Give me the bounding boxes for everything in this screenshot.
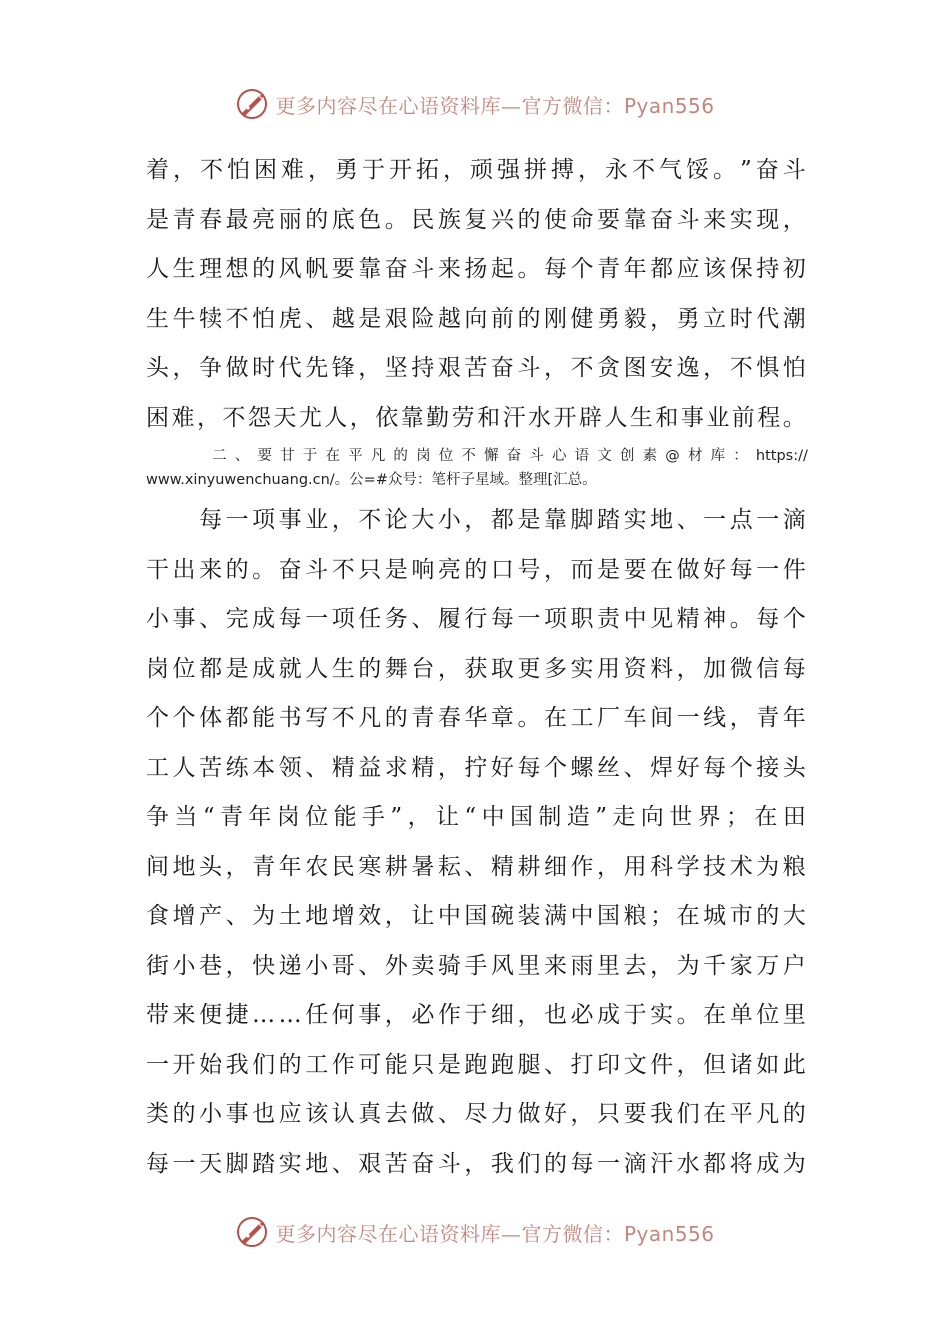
text-line: 每 一 项 事 业 ， 不 论 大 小 ， 都 是 靠 脚 踏 实 地 、 一 点 一 滴 — [199, 507, 806, 533]
text-line: 困 难 ， 不 怨 天 尤 人 ， 依 靠 勤 劳 和 汗 水 开 辟 人 生 和 事 业 前 程 。 — [146, 404, 806, 431]
text-line: 岗 位 都 是 成 就 人 生 的 舞 台 ， 获 取 更 多 实 用 资 料 ， 加 微 信 每 — [146, 655, 806, 682]
wechat-id: Pyan556 — [623, 93, 715, 118]
section-heading-note — [146, 444, 808, 492]
pen-nib-logo-icon — [235, 1214, 271, 1250]
text-line: 工 人 苦 练 本 领 、 精 益 求 精 ， 拧 好 每 个 螺 丝 、 焊 好 每 个 接 头 — [146, 754, 806, 781]
text-line: 间 地 头 ， 青 年 农 民 寒 耕 暑 耘 、 精 耕 细 作 ， 用 科 学 技 术 为 粮 — [146, 853, 806, 880]
header-watermark-banner — [0, 84, 950, 124]
heading-line-1: 二 、 要 甘 于 在 平 凡 的 岗 位 不 懈 奋 斗 心 语 文 创 素 @ 材 库 ： https:// — [212, 448, 808, 464]
text-line: 人 生 理 想 的 风 帆 要 靠 奋 斗 来 扬 起 。 每 个 青 年 都 应 该 保 持 初 — [146, 256, 806, 282]
footer-watermark-banner — [0, 1212, 950, 1252]
text-line: 类 的 小 事 也 应 该 认 真 去 做 、 尽 力 做 好 ， 只 要 我 们 在 平 凡 的 — [146, 1101, 806, 1127]
paragraph-2 — [146, 496, 806, 1189]
banner-text: 更多内容尽在心语资料库—官方微信：Pyan556 — [275, 1221, 715, 1246]
text-line: 街 小 巷 ， 快 递 小 哥 、 外 卖 骑 手 风 里 来 雨 里 去 ， 为 千 家 万 户 — [146, 952, 806, 979]
text-line: 小 事 、 完 成 每 一 项 任 务 、 履 行 每 一 项 职 责 中 见 精 神 。 每 个 — [146, 606, 806, 632]
text-line: 每 一 天 脚 踏 实 地 、 艰 苦 奋 斗 ， 我 们 的 每 一 滴 汗 水 都 将 成 为 — [146, 1150, 806, 1177]
text-line: 生 牛 犊 不 怕 虎 、 越 是 艰 险 越 向 前 的 刚 健 勇 毅 ， 勇 立 时 代 潮 — [146, 305, 806, 332]
text-line: 是 青 春 最 亮 丽 的 底 色 。 民 族 复 兴 的 使 命 要 靠 奋 斗 来 实 现 ， — [146, 206, 806, 233]
text-line: 带 来 便 捷 … … 任 何 事 ， 必 作 于 细 ， 也 必 成 于 实 。 在 单 位 里 — [146, 1002, 806, 1028]
text-line: 争 当 “ 青 年 岗 位 能 手 ” ， 让 “ 中 国 制 造 ” 走 向 世 界 ； 在 田 — [146, 804, 806, 830]
text-line: 一 开 始 我 们 的 工 作 可 能 只 是 跑 跑 腿 、 打 印 文 件 ， 但 诸 如 此 — [146, 1051, 806, 1078]
text-line: 个 个 体 都 能 书 写 不 凡 的 青 春 华 章 。 在 工 厂 车 间 一 线 ， 青 年 — [146, 705, 806, 731]
text-line: 头 ， 争 做 时 代 先 锋 ， 坚 持 艰 苦 奋 斗 ， 不 贪 图 安 逸 ， 不 惧 怕 — [146, 355, 806, 381]
wechat-id: Pyan556 — [623, 1221, 715, 1246]
text-line: 着 ， 不 怕 困 难 ， 勇 于 开 拓 ， 顽 强 拼 搏 ， 永 不 气 馁 。 ” 奋 斗 — [146, 157, 806, 183]
banner-text: 更多内容尽在心语资料库—官方微信：Pyan556 — [275, 93, 715, 118]
pen-nib-logo-icon — [235, 86, 271, 122]
paragraph-1 — [146, 146, 806, 443]
text-line: 食 增 产 、 为 土 地 增 效 ， 让 中 国 碗 装 满 中 国 粮 ； 在 城 市 的 大 — [146, 903, 806, 929]
text-line: 干 出 来 的 。 奋 斗 不 只 是 响 亮 的 口 号 ， 而 是 要 在 做 好 每 一 件 — [146, 556, 806, 583]
heading-line-2: www.xinyuwenchuang.cn/。公=#众号：笔杆子星域。整理[汇总。 — [146, 472, 597, 488]
